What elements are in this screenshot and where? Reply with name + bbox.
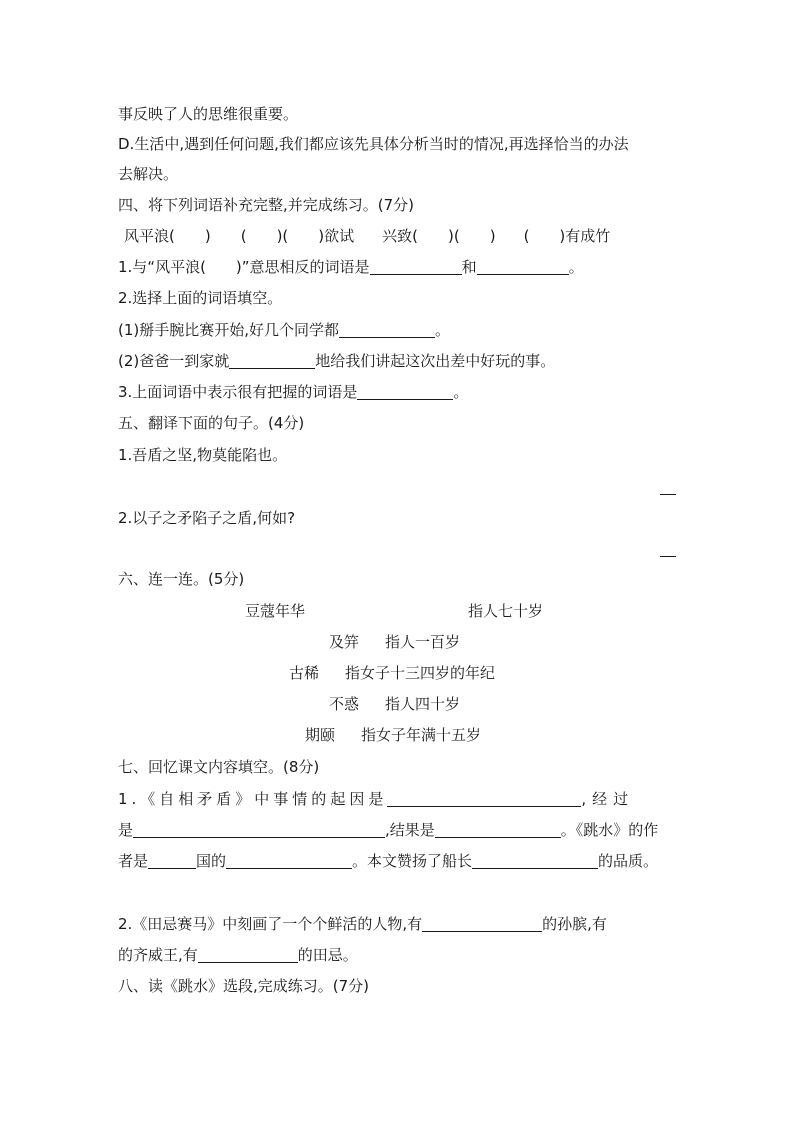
match-left-item[interactable]: 期颐	[305, 726, 336, 744]
section4-q2-2: (2)爸爸一到家就 地给我们讲起这次出差中好玩的事。	[118, 352, 556, 370]
section7-heading: 七、回忆课文内容填空。(8分)	[118, 758, 320, 776]
section5-s1: 1.吾盾之坚,物莫能陷也。	[118, 446, 288, 464]
match-right-item[interactable]: 指人四十岁	[385, 695, 461, 713]
match-left-item[interactable]: 古稀	[289, 664, 320, 682]
answer-blank[interactable]	[435, 821, 561, 838]
idiom-row	[124, 225, 684, 247]
section3-line-tail: 事反映了人的思维很重要。	[118, 105, 299, 123]
idiom-d: ( )有成竹	[523, 227, 611, 245]
match-left-item[interactable]: 不惑	[329, 695, 360, 713]
answer-blank[interactable]	[357, 383, 453, 400]
section4-q2-1: (1)掰手腕比赛开始,好几个同学都 。	[118, 321, 451, 339]
section4-heading: 四、将下列词语补充完整,并完成练习。(7分)	[118, 196, 415, 214]
answer-blank[interactable]	[133, 821, 385, 838]
answer-blank[interactable]	[477, 258, 569, 275]
match-right-item[interactable]: 指女子十三四岁的年纪	[345, 664, 496, 682]
idiom-b: ( )( )欲试	[240, 227, 355, 245]
answer-blank[interactable]	[387, 790, 581, 807]
answer-line[interactable]	[660, 494, 676, 495]
match-right-item[interactable]: 指人七十岁	[468, 602, 544, 620]
section4-q2: 2.选择上面的词语填空。	[118, 289, 283, 307]
answer-blank[interactable]	[339, 321, 435, 338]
answer-blank[interactable]	[198, 946, 298, 963]
section4-q1: 1.与“风平浪( )”意思相反的词语是 和 。	[118, 258, 584, 276]
section5-heading: 五、翻译下面的句子。(4分)	[118, 414, 305, 432]
option-d-line2: 去解决。	[118, 165, 179, 183]
section7-q1-line2: 是 ,结果是 。《跳水》的作	[118, 821, 659, 839]
section7-q2-line1: 2.《田忌赛马》中刻画了一个个鲜活的人物,有 的孙膑,有	[118, 915, 607, 933]
answer-blank[interactable]	[370, 258, 462, 275]
section6-heading: 六、连一连。(5分)	[118, 570, 245, 588]
section8-heading: 八、读《跳水》选段,完成练习。(7分)	[118, 977, 370, 995]
match-right-item[interactable]: 指女子年满十五岁	[361, 726, 482, 744]
section7-q1-line1: 1.《自相矛盾》中事情的起因是 ,经过	[118, 790, 635, 808]
section4-q3: 3.上面词语中表示很有把握的词语是 。	[118, 383, 469, 401]
answer-line[interactable]	[660, 556, 676, 557]
section5-s2: 2.以子之矛陷子之盾,何如?	[118, 509, 296, 527]
idiom-a: 风平浪( )	[124, 227, 211, 245]
section7-q2-line2: 的齐威王,有 的田忌。	[118, 946, 358, 964]
answer-blank[interactable]	[226, 852, 352, 869]
match-left-item[interactable]: 及笄	[329, 633, 360, 651]
match-right-item[interactable]: 指人一百岁	[385, 633, 461, 651]
answer-blank[interactable]	[148, 852, 196, 869]
match-left-item[interactable]: 豆蔻年华	[245, 602, 306, 620]
answer-blank[interactable]	[422, 915, 542, 932]
answer-blank[interactable]	[472, 852, 598, 869]
idiom-c: 兴致( )( )	[382, 227, 496, 245]
answer-blank[interactable]	[229, 352, 315, 369]
option-d-line1: D.生活中,遇到任何问题,我们都应该先具体分析当时的情况,再选择恰当的办法	[118, 135, 629, 153]
section7-q1-line3: 者是 国的 。本文赞扬了船长 的品质。	[118, 852, 659, 870]
